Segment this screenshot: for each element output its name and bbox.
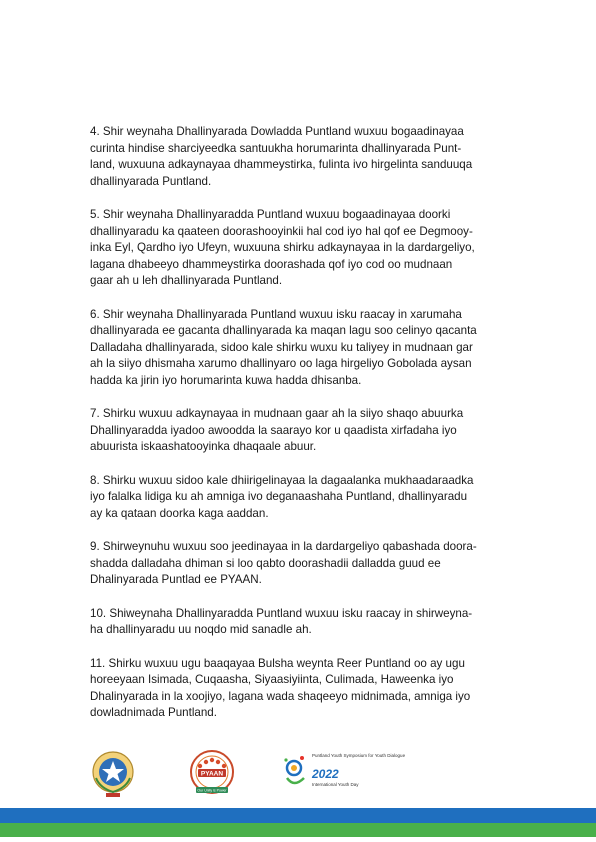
text-line: dhallinyaradu ka qaateen doorashooyinkii hal cod iyo hal qof ee Degmooy- (90, 224, 473, 238)
footer-band-green (0, 823, 596, 837)
text-line: 5. Shir weynaha Dhallinyaradda Puntland wuxuu bogaadinayaa doorki (90, 208, 451, 221)
text-line: 7. Shirku wuxuu adkaynayaa in mudnaan gaar ah la siiyo shaqo abuurka (90, 407, 464, 420)
text-line: dhallinyarada ee gacanta dhallinyarada ka maqan lagu soo celinyo qacanta (90, 324, 477, 337)
text-line: iyo falalka lidiga ku ah amniga ivo deganaashaha Puntland, dhallinyaradu (90, 490, 468, 503)
text-line: 8. Shirku wuxuu sidoo kale dhiirigelinayaa la dagaalanka mukhaadaraadka (90, 473, 474, 487)
text-line: hadda ka jirin iyo horumarinta kuwa hadda dhisanba. (90, 373, 362, 387)
puntland-seal-logo (88, 748, 138, 800)
text-line: inka Eyl, Qardho iyo Ufeyn, wuxuuna shirku adkaynayaa in la dardargeliyo, (90, 241, 475, 254)
text-line: gaar ah u leh dhallinyarada Puntland. (90, 274, 283, 287)
text-line: 9. Shirweynuhu wuxuu soo jeedinayaa in la dardargeliyo qabashada doora- (90, 540, 477, 553)
text-line: shadda dalladaha dhiman si loo qabto doorashadii dalladda guud ee (90, 556, 441, 570)
text-line: Dhalinyarada in la xoojiyo, lagana wada shaqeeyo midnimada, amniga iyo (90, 689, 471, 703)
symposium-year: 2022 (312, 767, 339, 781)
text-line: lagana dhabeeyo dhammeystirka doorashada qof iyo cod oo mudnaan (90, 257, 453, 271)
text-line: horeeyaan Isimada, Cuqaasha, Siyaasiyiinta, Culimada, Haweenka iyo (90, 673, 454, 686)
text-line: ah la siiyo dhismaha xarumo dhallinyaro oo laga hirgeliyo Gobolada aysan (90, 357, 472, 370)
text-line: land, wuxuuna adkaynayaa dhammeystirka, fulinta ivo hirgelinta sanduuqa (90, 158, 473, 171)
resolution-paragraph-8 (90, 473, 510, 523)
text-line: 10. Shiweynaha Dhallinyaradda Puntland wuxuu isku raacay in shirweyna- (90, 606, 473, 620)
text-line: Dalladaha dhallinyarada, sidoo kale shirku wuxu ku taliyey in mudnaan gar (90, 340, 473, 354)
resolution-paragraph-6 (90, 307, 510, 390)
resolution-paragraph-4 (90, 124, 510, 190)
text-line: Dhallinyaradda iyadoo awoodda la saarayo kor u qaadista xirfadaha iyo (90, 423, 457, 437)
text-line: 6. Shir weynaha Dhallinyarada Puntland wuxuu isku raacay in xarumaha (90, 307, 462, 321)
text-line: Dhalinyarada Puntlad ee PYAAN. (90, 573, 262, 586)
text-line: 11. Shirku wuxuu ugu baaqayaa Bulsha weynta Reer Puntland oo ay ugu (90, 656, 465, 670)
text-line: 4. Shir weynaha Dhallinyarada Dowladda Puntland wuxuu bogaadinayaa (90, 125, 464, 138)
pyaan-logo-text: PYAAN (200, 770, 224, 778)
text-line: abuurista iskaashatooyinka dhaqaale abuur. (90, 440, 317, 453)
resolution-paragraph-7 (90, 406, 510, 456)
resolution-paragraph-11 (90, 656, 510, 722)
resolution-paragraph-9 (90, 539, 510, 589)
text-line: ay ka qataan doorka kaga aaddan. (90, 506, 269, 520)
text-line: ha dhallinyaradu uu noqdo mid sanadle ah. (90, 623, 312, 636)
symposium-caption: Puntland Youth Symposium for Youth Dialogue (312, 753, 406, 758)
pyaan-motto: Our Unity is Power (197, 788, 227, 793)
footer-logos (88, 748, 406, 800)
pyaan-logo (184, 748, 240, 800)
text-line: curinta hindise sharciyeedka santuukha horumarinta dhallinyarada Punt- (90, 141, 462, 155)
document-body (90, 124, 510, 739)
text-line: dhallinyarada Puntland. (90, 174, 212, 188)
resolution-paragraph-10 (90, 606, 510, 639)
resolution-paragraph-5 (90, 207, 510, 290)
symposium-2022-logo (282, 748, 406, 800)
text-line: dowladnimada Puntland. (90, 706, 217, 719)
footer-band-blue (0, 808, 596, 823)
symposium-subcaption: International Youth Day (312, 782, 359, 787)
